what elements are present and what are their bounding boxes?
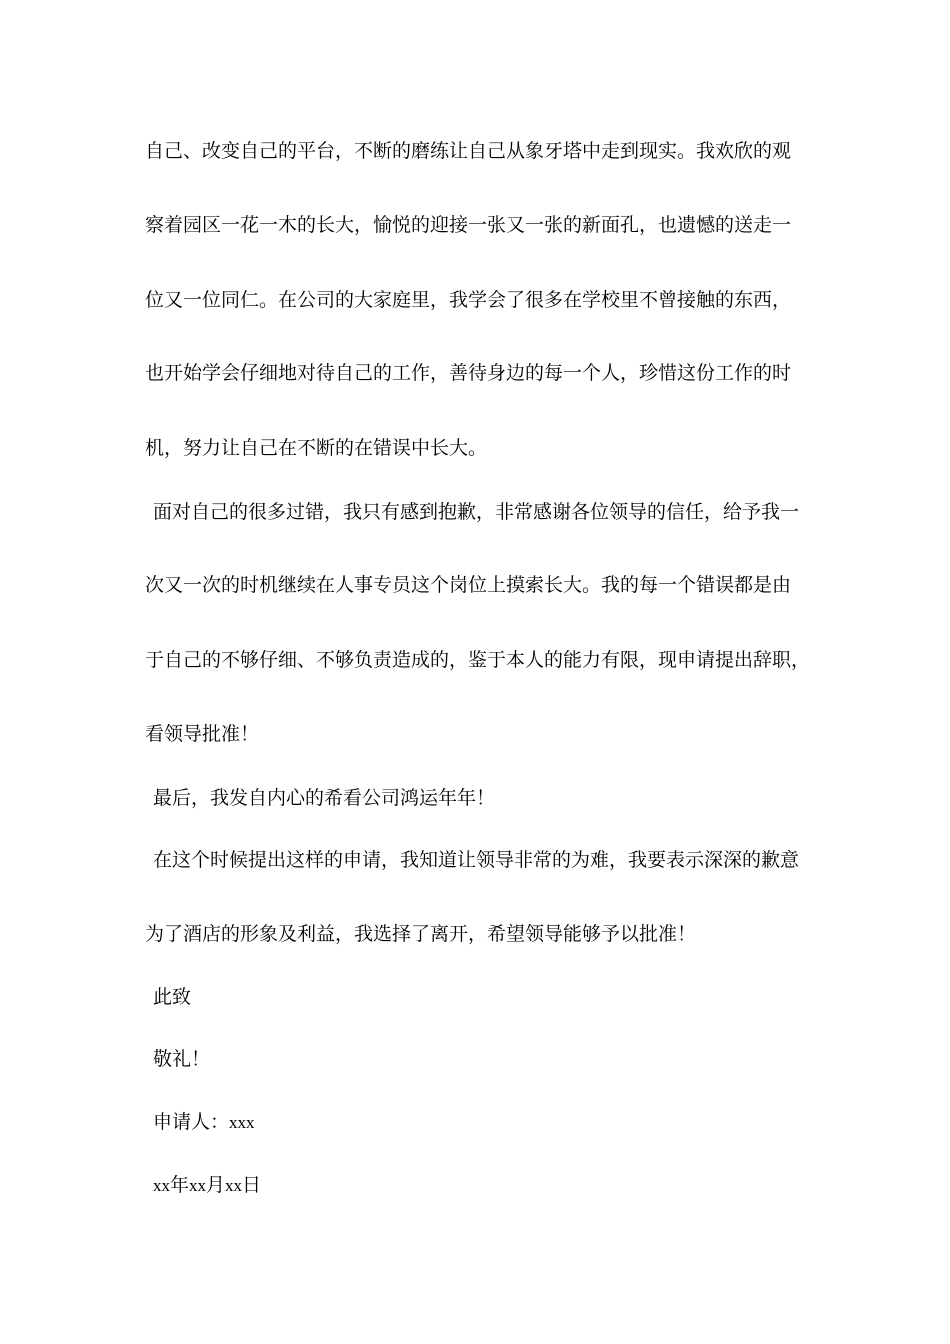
text-line: 机，努力让自己在不断的在错误中长大。 bbox=[145, 437, 488, 459]
text-line: 察着园区一花一木的长大，愉悦的迎接一张又一张的新面孔，也遗憾的送走一 bbox=[145, 214, 792, 236]
date-day-unit: 日 bbox=[242, 1174, 262, 1196]
date-day-value: xx bbox=[225, 1176, 243, 1195]
applicant-label: 申请人： bbox=[153, 1111, 230, 1133]
text-line: 看领导批准！ bbox=[145, 723, 260, 745]
applicant-line bbox=[153, 1107, 818, 1138]
date-year-unit: 年 bbox=[170, 1174, 190, 1196]
text-line: 面对自己的很多过错，我只有感到抱歉，非常感谢各位领导的信任，给予我一 bbox=[153, 501, 800, 523]
closing: 敬礼！ bbox=[153, 1048, 211, 1070]
applicant-value: xxx bbox=[229, 1113, 255, 1132]
date-month-value: xx bbox=[189, 1176, 207, 1195]
text-line: 于自己的不够仔细、不够负责造成的，鉴于本人的能力有限，现申请提出辞职， bbox=[145, 649, 811, 671]
text-line: 为了酒店的形象及利益，我选择了离开，希望领导能够予以批准！ bbox=[145, 923, 697, 945]
text-line: 位又一位同仁。在公司的大家庭里，我学会了很多在学校里不曾接触的东西， bbox=[145, 289, 792, 311]
date-year-value: xx bbox=[153, 1176, 170, 1195]
date-month-unit: 月 bbox=[206, 1174, 226, 1196]
text-line: 次又一次的时机继续在人事专员这个岗位上摸索长大。我的每一个错误都是由 bbox=[145, 574, 792, 596]
text-line: 也开始学会仔细地对待自己的工作，善待身边的每一个人，珍惜这份工作的时 bbox=[145, 362, 792, 384]
date-line bbox=[153, 1170, 818, 1201]
salutation: 此致 bbox=[153, 986, 192, 1008]
text-line: 在这个时候提出这样的申请，我知道让领导非常的为难，我要表示深深的歉意 bbox=[153, 849, 800, 871]
text-line: 自己、改变自己的平台，不断的磨练让自己从象牙塔中走到现实。我欢欣的观 bbox=[145, 140, 792, 162]
text-line: 最后，我发自内心的希看公司鸿运年年！ bbox=[153, 787, 496, 809]
